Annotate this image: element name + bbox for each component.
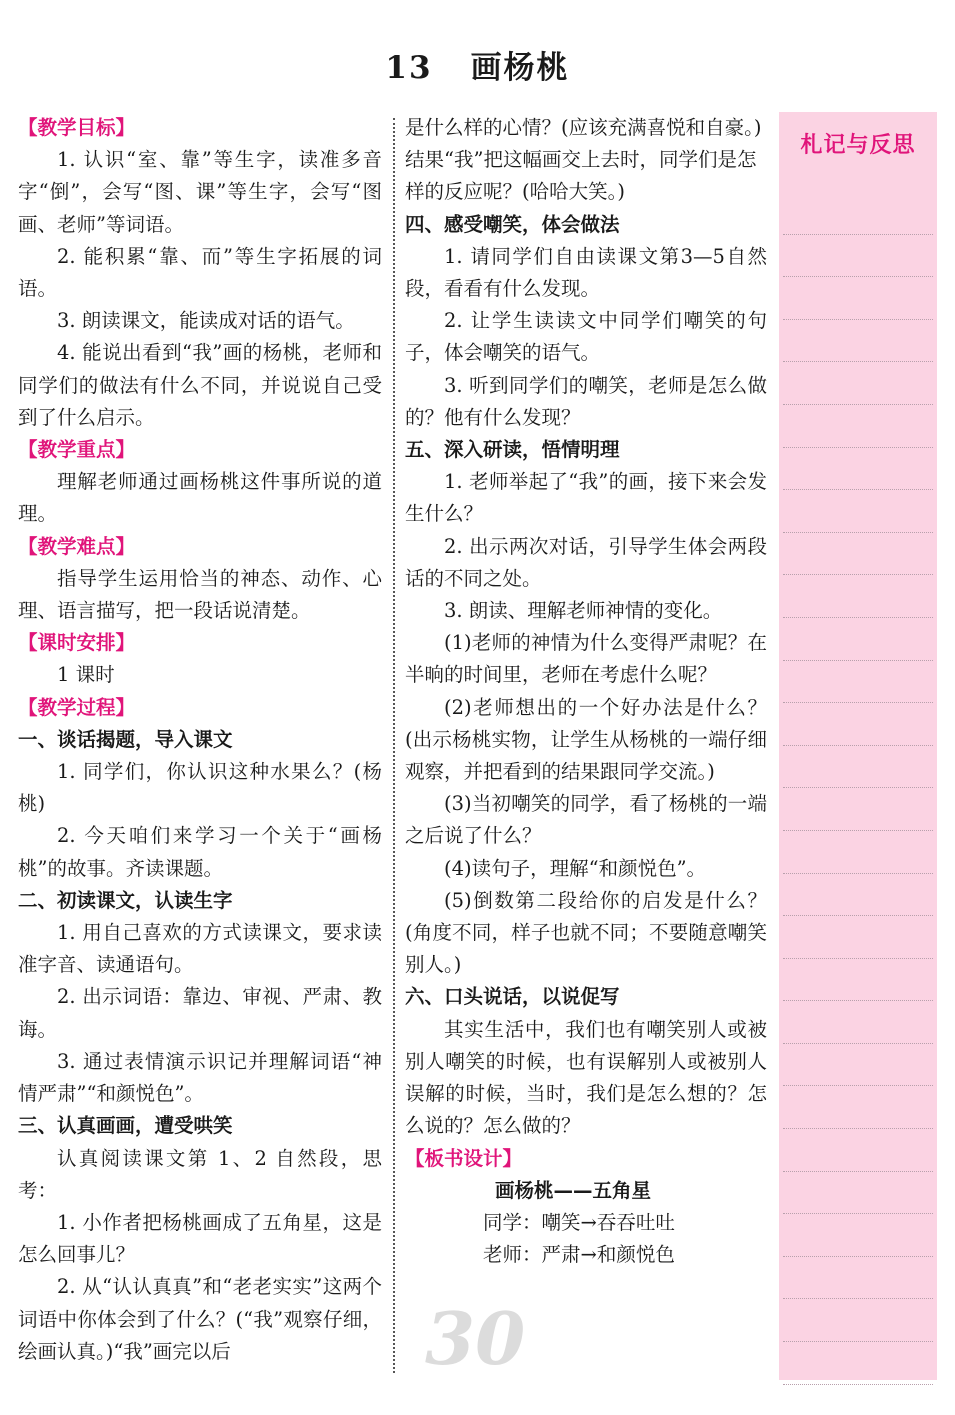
note-line <box>783 661 933 704</box>
section-heading: 【教学目标】 <box>18 116 136 139</box>
note-line <box>783 362 933 405</box>
notes-panel <box>779 112 937 1380</box>
lesson-title: 画杨桃 <box>470 50 570 86</box>
paragraph: 1. 小作者把杨桃画成了五角星，这是怎么回事儿？ <box>18 1210 382 1267</box>
paragraph: 1 课时 <box>57 663 115 687</box>
note-line <box>783 1257 933 1300</box>
section-heading: 【教学过程】 <box>18 695 136 719</box>
notes-lines <box>783 192 933 1385</box>
paragraph: 认真阅读课文第 1、2 自然段，思考： <box>18 1146 382 1202</box>
note-line <box>783 1214 933 1257</box>
step-heading: 三、认真画画，遭受哄笑 <box>18 1114 233 1138</box>
note-line <box>783 916 933 959</box>
note-line <box>783 959 933 1002</box>
note-line <box>783 1172 933 1215</box>
note-line <box>783 320 933 363</box>
paragraph: 2. 今天咱们来学习一个关于“画杨桃”的故事。齐读课题。 <box>18 824 382 880</box>
middle-column <box>405 112 767 1271</box>
note-line <box>783 874 933 917</box>
step-heading: 五、深入研读，悟情明理 <box>405 438 620 462</box>
paragraph: 1. 同学们，你认识这种水果么？(杨桃) <box>18 760 382 816</box>
column-divider <box>393 118 395 1373</box>
note-line <box>783 746 933 789</box>
paragraph: 画杨桃——五角星 <box>495 1178 652 1202</box>
paragraph: (3)当初嘲笑的同学，看了杨桃的一端之后说了什么？ <box>405 792 767 848</box>
page-title <box>0 42 955 87</box>
paragraph: 理解老师通过画杨桃这件事所说的道理。 <box>18 470 382 526</box>
note-line <box>783 235 933 278</box>
note-line <box>783 1129 933 1172</box>
section-heading: 【教学重点】 <box>18 438 136 462</box>
note-line <box>783 831 933 874</box>
paragraph: 1. 老师举起了“我”的画，接下来会发生什么？ <box>405 470 767 526</box>
note-line <box>783 277 933 320</box>
step-heading: 六、口头说话，以说促写 <box>405 985 620 1009</box>
note-line <box>783 575 933 618</box>
paragraph: 老师：严肃→和颜悦色 <box>483 1243 675 1267</box>
paragraph: 指导学生运用恰当的神态、动作、心理、语言描写，把一段话说清楚。 <box>18 566 382 623</box>
paragraph: 2. 出示词语：靠边、审视、严肃、教诲。 <box>18 985 382 1041</box>
note-line <box>783 533 933 576</box>
lesson-number: 13 <box>385 50 433 86</box>
note-line <box>783 788 933 831</box>
paragraph: 4. 能说出看到“我”画的杨桃，老师和同学们的做法有什么不同，并说说自己受到了什么启示。 <box>18 341 382 429</box>
paragraph: 同学：嘲笑→吞吞吐吐 <box>483 1210 675 1234</box>
paragraph: 1. 请同学们自由读课文第3—5自然段，看看有什么发现。 <box>405 244 767 301</box>
note-line <box>783 1001 933 1044</box>
note-line <box>783 1086 933 1129</box>
step-heading: 一、谈话揭题，导入课文 <box>18 727 233 751</box>
paragraph: 3. 朗读课文，能读成对话的语气。 <box>57 309 355 333</box>
note-line <box>783 618 933 661</box>
notes-title: 札记与反思 <box>800 133 916 158</box>
section-heading: 【板书设计】 <box>405 1146 523 1170</box>
paragraph: 2. 能积累“靠、而”等生字拓展的词语。 <box>18 244 382 301</box>
paragraph: 2. 从“认认真真”和“老老实实”这两个词语中你体会到了什么？(“我”观察仔细，绘画认真。)“我”画完以后 <box>18 1275 382 1363</box>
paragraph: 其实生活中，我们也有嘲笑别人或被别人嘲笑的时候，也有误解别人或被别人误解的时候，当时，我们是怎么想的？怎么说的？怎么做的？ <box>405 1017 767 1138</box>
paragraph: 是什么样的心情？(应该充满喜悦和自豪。)结果“我”把这幅画交上去时，同学们是怎样的反应呢？(哈哈大笑。) <box>405 116 762 204</box>
page-number: 30 <box>425 1296 526 1381</box>
step-heading: 四、感受嘲笑，体会做法 <box>405 212 620 236</box>
paragraph: (2)老师想出的一个好办法是什么？(出示杨桃实物，让学生从杨桃的一端仔细观察，并把看到的结果跟同学交流。) <box>405 695 767 784</box>
paragraph: 3. 朗读、理解老师神情的变化。 <box>444 599 723 623</box>
note-line <box>783 490 933 533</box>
paragraph: 2. 出示两次对话，引导学生体会两段话的不同之处。 <box>405 534 767 590</box>
note-line <box>783 1342 933 1385</box>
section-heading: 【课时安排】 <box>18 631 136 655</box>
note-line <box>783 192 933 235</box>
paragraph: 3. 通过表情演示识记并理解词语“神情严肃”“和颜悦色”。 <box>18 1049 382 1106</box>
note-line <box>783 405 933 448</box>
note-line <box>783 1299 933 1342</box>
paragraph: 1. 用自己喜欢的方式读课文，要求读准字音、读通语句。 <box>18 921 382 977</box>
paragraph: 1. 认识“室、靠”等生字，读准多音字“倒”，会写“图、课”等生字，会写“图画、老师”等词语。 <box>18 148 382 236</box>
paragraph: (1)老师的神情为什么变得严肃呢？在半晌的时间里，老师在考虑什么呢？ <box>405 631 767 687</box>
paragraph: 3. 听到同学们的嘲笑，老师是怎么做的？他有什么发现？ <box>405 373 767 429</box>
note-line <box>783 448 933 491</box>
step-heading: 二、初读课文，认读生字 <box>18 888 233 912</box>
section-heading: 【教学难点】 <box>18 534 136 558</box>
paragraph: 2. 让学生读读文中同学们嘲笑的句子，体会嘲笑的语气。 <box>405 309 767 365</box>
paragraph: (5)倒数第二段给你的启发是什么？(角度不同，样子也就不同；不要随意嘲笑别人。) <box>405 888 767 977</box>
left-column <box>18 112 382 1368</box>
note-line <box>783 703 933 746</box>
note-line <box>783 1044 933 1087</box>
paragraph: (4)读句子，理解“和颜悦色”。 <box>444 856 707 880</box>
